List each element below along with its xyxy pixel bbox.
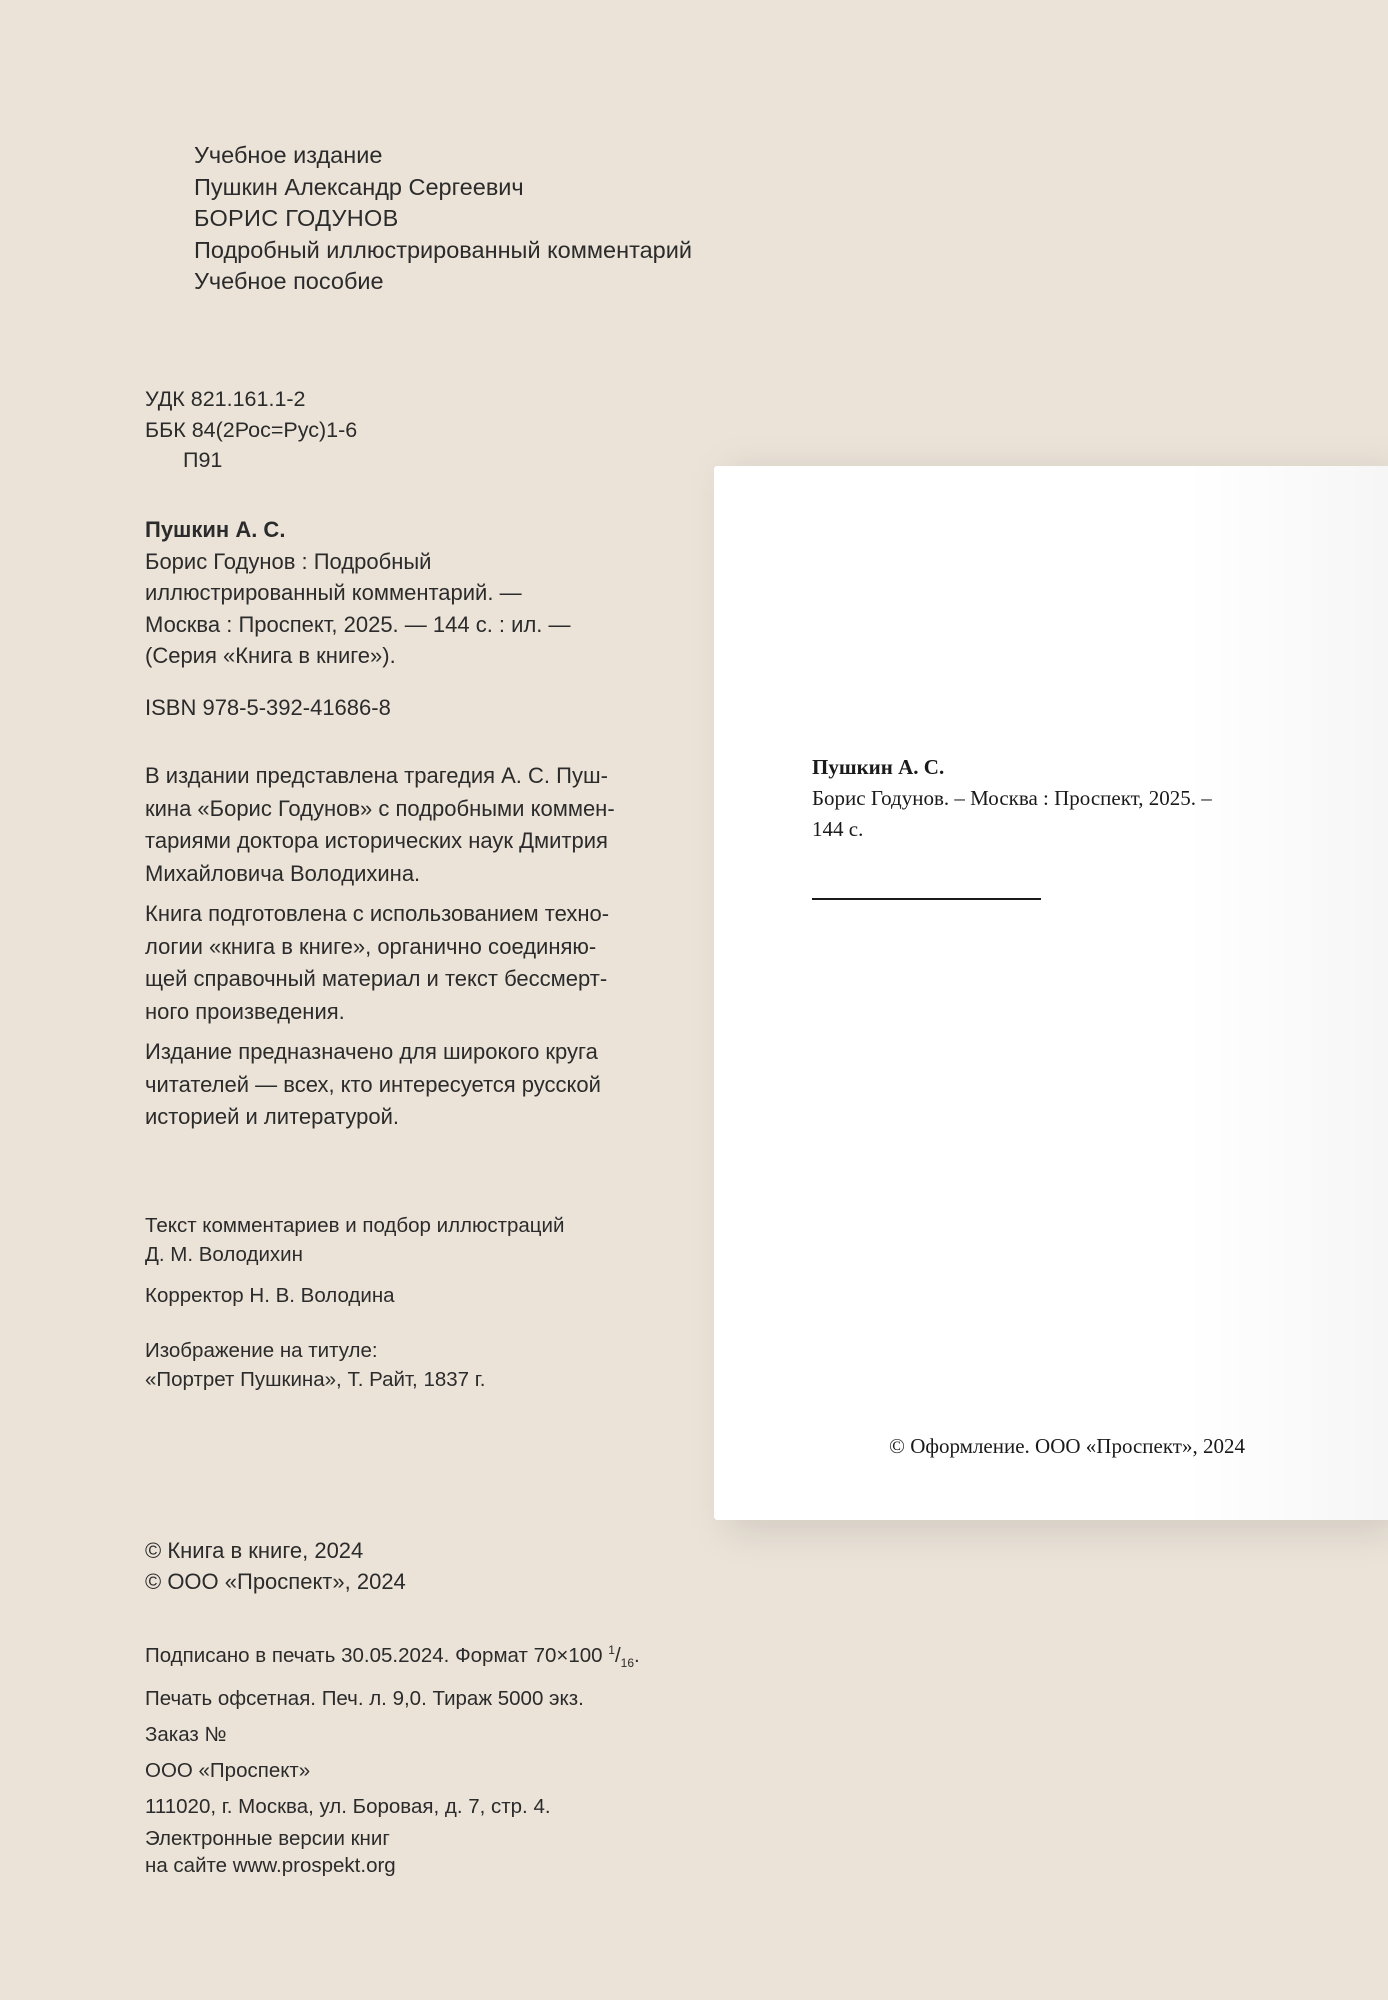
book-subtitle: Подробный иллюстрированный комментарий (194, 236, 692, 263)
annotation-paragraph (145, 898, 665, 1028)
ebooks-site: на сайте www.prospekt.org (145, 1853, 396, 1877)
title-block (194, 140, 692, 298)
biblio-line: Борис Годунов : Подробный (145, 548, 432, 574)
isbn-number: ISBN 978-5-392-41686-8 (145, 695, 391, 720)
edition-type: Учебное издание (194, 142, 383, 168)
copyright-line: © Книга в книге, 2024 (145, 1538, 364, 1563)
book-title: БОРИС ГОДУНОВ (194, 205, 399, 232)
annotation-line: читателей — всех, кто интересуется русской (145, 1071, 601, 1097)
mockup-page (714, 466, 1388, 1520)
annotation-line: кина «Борис Годунов» с подробными коммен- (145, 795, 615, 821)
mockup-line: Борис Годунов. – Москва : Проспект, 2025. – (812, 786, 1212, 810)
corrector-credit: Корректор Н. В. Володина (145, 1284, 395, 1307)
publisher-name: ООО «Проспект» (145, 1758, 311, 1782)
mockup-rule (812, 898, 1041, 900)
biblio-line: (Серия «Книга в книге»). (145, 643, 396, 669)
annotation-line: В издании представлена трагедия А. С. Пуш- (145, 763, 608, 788)
format-numerator: 1 (608, 1643, 615, 1657)
annotation-line: историей и литературой. (145, 1104, 400, 1129)
cover-image-label: Изображение на титуле: (145, 1339, 378, 1362)
annotation-paragraph (145, 760, 665, 890)
biblio-line: Москва : Проспект, 2025. — 144 с. : ил. — (145, 611, 571, 637)
edition-kind: Учебное пособие (194, 268, 384, 295)
ebooks-note: Электронные версии книг (145, 1826, 390, 1850)
author-mark: П91 (183, 448, 223, 472)
format-end: . (634, 1643, 640, 1667)
udk-code: УДК 821.161.1-2 (145, 387, 306, 411)
annotation (145, 760, 665, 1142)
mockup-author: Пушкин А. С. (812, 755, 945, 779)
annotation-line: тариями доктора исторических наук Дмитрия (145, 828, 608, 853)
print-details: Печать офсетная. Печ. л. 9,0. Тираж 5000 экз. (145, 1686, 584, 1710)
commentary-credit-label: Текст комментариев и подбор иллюстраций (145, 1214, 565, 1237)
annotation-paragraph (145, 1036, 665, 1134)
mockup-copyright: © Оформление. ООО «Проспект», 2024 (889, 1434, 1245, 1458)
mockup-line: 144 с. (812, 817, 864, 841)
signed-for-print: Подписано в печать 30.05.2024. Формат 70×100 $^1/_{16}$. (145, 1643, 640, 1670)
biblio-line: иллюстрированный комментарий. — (145, 580, 522, 606)
credits (145, 1211, 564, 1394)
annotation-line: логии «книга в книге», органично соединяю- (145, 933, 597, 959)
annotation-line: Издание предназначено для широкого круга (145, 1039, 598, 1064)
cover-image-credit: «Портрет Пушкина», Т. Райт, 1837 г. (145, 1368, 486, 1391)
copyright (145, 1535, 406, 1597)
format-denominator: 16 (620, 1655, 635, 1670)
copyright-line: © ООО «Проспект», 2024 (145, 1569, 406, 1594)
annotation-line: Книга подготовлена с использованием техно- (145, 901, 610, 926)
annotation-line: Михайловича Володихина. (145, 860, 421, 886)
signed-text: Подписано в печать 30.05.2024. Формат 70×100 (145, 1643, 603, 1667)
publisher-address: 111020, г. Москва, ул. Боровая, д. 7, стр. 4. (145, 1794, 551, 1818)
order-number: Заказ № (145, 1722, 227, 1746)
mockup-biblio (812, 752, 1212, 845)
annotation-line: щей справочный материал и текст бессмерт- (145, 966, 608, 991)
print-imprint (145, 1632, 640, 1879)
annotation-line: ного произведения. (145, 998, 345, 1024)
bbk-code: ББК 84(2Рос=Рус)1-6 (145, 417, 358, 442)
bibliographic-record (145, 514, 571, 672)
classification-codes (145, 384, 357, 476)
isbn (145, 692, 391, 724)
author-full-name: Пушкин Александр Сергеевич (194, 173, 524, 200)
biblio-author: Пушкин А. С. (145, 517, 286, 542)
commentary-credit-name: Д. М. Володихин (145, 1243, 303, 1266)
